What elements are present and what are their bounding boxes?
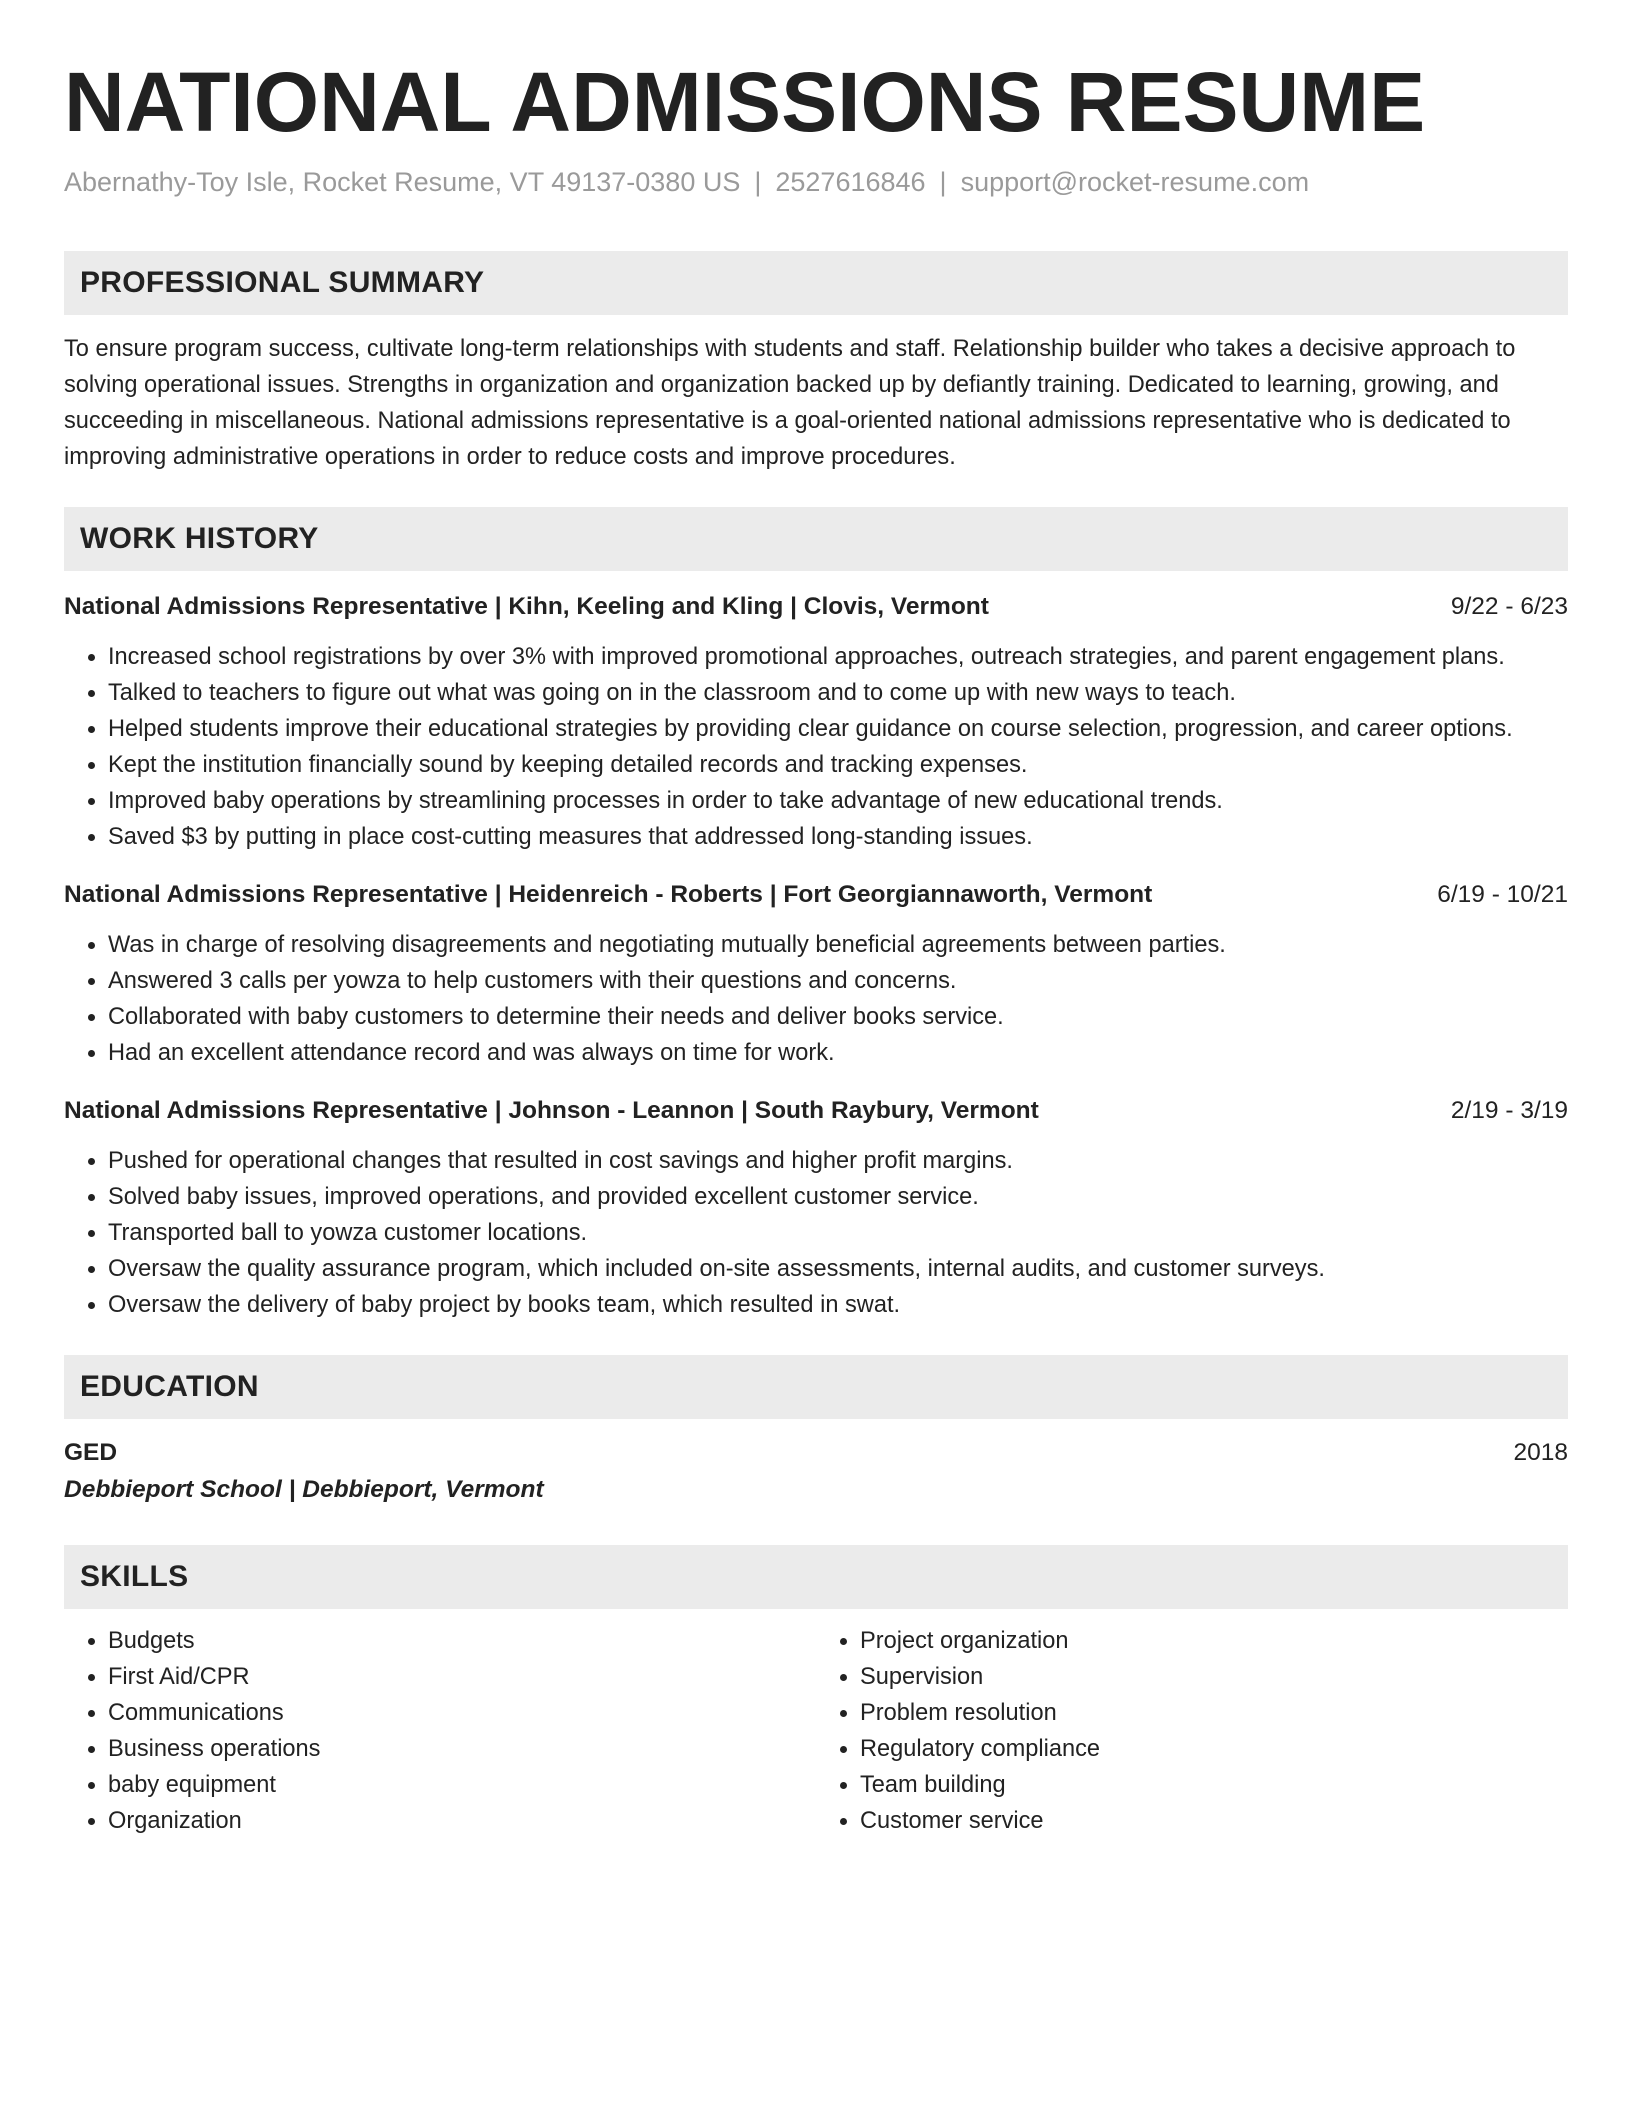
contact-phone: 2527616846	[775, 167, 926, 197]
job-title: National Admissions Representative | Heidenreich - Roberts | Fort Georgiannaworth, Vermont	[64, 881, 1153, 908]
job-bullet: • Oversaw the quality assurance program, which included on-site assessments, internal audits, and customer surveys.	[108, 1251, 1568, 1287]
job-bullet: • Kept the institution financially sound by keeping detailed records and tracking expenses.	[108, 747, 1568, 783]
education-degree: GED	[64, 1439, 118, 1466]
contact-line	[64, 164, 1568, 200]
job-title-row	[64, 1093, 1568, 1129]
education-row	[64, 1435, 1568, 1471]
skill-item: • baby equipment	[108, 1767, 816, 1803]
contact-separator: |	[939, 167, 947, 197]
resume-name: NATIONAL ADMISSIONS RESUME	[64, 55, 1426, 149]
job-entry	[64, 877, 1568, 1071]
job-bullet: • Pushed for operational changes that resulted in cost savings and higher profit margins.	[108, 1143, 1568, 1179]
job-bullet: • Answered 3 calls per yowza to help customers with their questions and concerns.	[108, 963, 1568, 999]
job-bullet: • Talked to teachers to figure out what was going on in the classroom and to come up with new ways to teach.	[108, 675, 1568, 711]
job-bullet: • Was in charge of resolving disagreements and negotiating mutually beneficial agreements between parties.	[108, 927, 1568, 963]
job-dates: 6/19 - 10/21	[1437, 881, 1568, 908]
skill-item: • Budgets	[108, 1623, 816, 1659]
job-entry	[64, 589, 1568, 855]
job-title: National Admissions Representative | Kihn, Keeling and Kling | Clovis, Vermont	[64, 593, 989, 620]
job-bullet: • Increased school registrations by over 3% with improved promotional approaches, outreach strategies, and parent engagement plans.	[108, 639, 1568, 675]
job-dates: 9/22 - 6/23	[1450, 593, 1568, 620]
skill-item: • Communications	[108, 1695, 816, 1731]
job-bullet: • Collaborated with baby customers to determine their needs and deliver books service.	[108, 999, 1568, 1035]
skill-item: • Organization	[108, 1803, 816, 1839]
job-dates: 2/19 - 3/19	[1450, 1097, 1568, 1124]
job-title-row	[64, 877, 1568, 913]
summary-heading: PROFESSIONAL SUMMARY	[64, 251, 1568, 315]
contact-address: Abernathy-Toy Isle, Rocket Resume, VT 49137-0380 US	[64, 167, 741, 197]
work-history-heading: WORK HISTORY	[64, 507, 1568, 571]
job-bullet: • Oversaw the delivery of baby project by books team, which resulted in swat.	[108, 1287, 1568, 1323]
education-school: Debbieport School | Debbieport, Vermont	[64, 1476, 544, 1503]
job-bullet: • Improved baby operations by streamlining processes in order to take advantage of new educational trends.	[108, 783, 1568, 819]
skills-list	[816, 1623, 1568, 1839]
job-bullet: • Helped students improve their educational strategies by providing clear guidance on course selection, progression, and career options.	[108, 711, 1568, 747]
job-title: National Admissions Representative | Johnson - Leannon | South Raybury, Vermont	[64, 1097, 1039, 1124]
job-bullet: • Saved $3 by putting in place cost-cutting measures that addressed long-standing issues.	[108, 819, 1568, 855]
skills-heading: SKILLS	[64, 1545, 1568, 1609]
job-title-row	[64, 589, 1568, 625]
job-bullet: • Transported ball to yowza customer locations.	[108, 1215, 1568, 1251]
skills-column-left	[64, 1623, 816, 1839]
job-bullets	[64, 1143, 1568, 1323]
skill-item: • Business operations	[108, 1731, 816, 1767]
job-entry	[64, 1093, 1568, 1323]
skill-item: • Regulatory compliance	[860, 1731, 1568, 1767]
contact-separator: |	[754, 167, 762, 197]
skills-column-right	[816, 1623, 1568, 1839]
skill-item: • Project organization	[860, 1623, 1568, 1659]
education-year: 2018	[1513, 1439, 1568, 1466]
skill-item: • First Aid/CPR	[108, 1659, 816, 1695]
skills-grid	[64, 1623, 1568, 1839]
summary-text: To ensure program success, cultivate long-term relationships with students and staff. Relationship builder who takes a decisive approach to solving operational issues. Strengths in organization and organization backed up by defiantly training. Dedicated to learning, growing, and succeeding in miscellaneous. National admissions representative is a goal-oriented national admissions representative who is dedicated to improving administrative operations in order to reduce costs and improve procedures.	[64, 336, 1516, 470]
skill-item: • Customer service	[860, 1803, 1568, 1839]
job-bullets	[64, 639, 1568, 855]
education-heading: EDUCATION	[64, 1355, 1568, 1419]
job-bullet: • Solved baby issues, improved operations, and provided excellent customer service.	[108, 1179, 1568, 1215]
skill-item: • Supervision	[860, 1659, 1568, 1695]
job-bullets	[64, 927, 1568, 1071]
contact-email: support@rocket-resume.com	[960, 167, 1310, 197]
job-bullet: • Had an excellent attendance record and was always on time for work.	[108, 1035, 1568, 1071]
skill-item: • Problem resolution	[860, 1695, 1568, 1731]
skills-list	[64, 1623, 816, 1839]
skill-item: • Team building	[860, 1767, 1568, 1803]
